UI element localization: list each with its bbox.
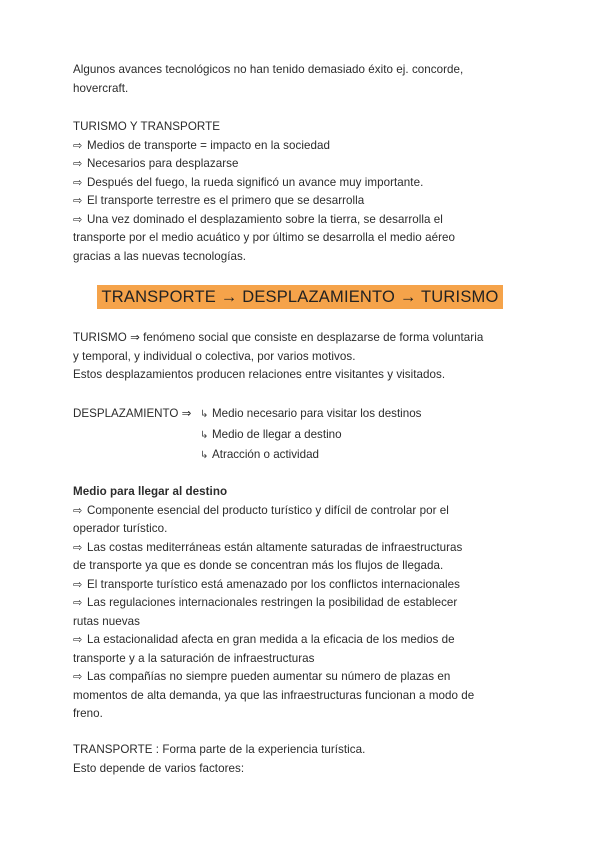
definition-line-2: y temporal, y individual o colectiva, por varios motivos. (73, 349, 356, 363)
bullet-line: operador turístico. (73, 522, 168, 535)
arrow-right-icon: ⇨ (73, 194, 83, 207)
bullet-line: rutas nuevas (73, 614, 140, 628)
desplazamiento-item: ↳ Medio necesario para visitar los destinos (200, 404, 421, 425)
definition-line-3: Estos desplazamientos producen relaciones entre visitantes y visitados. (73, 368, 446, 381)
arrow-right-icon: ⇨ (73, 212, 83, 226)
bullet-line: ⇨ El transporte turístico está amenazado por los conflictos internacionales (73, 576, 533, 595)
transporte-line-1 (73, 741, 533, 760)
arrow-right-icon: ⇨ (73, 157, 83, 170)
intro-line-1: Algunos avances tecnológicos no han tenido demasiado éxito ej. concorde, (73, 63, 464, 76)
bullet-line: ⇨ El transporte terrestre es el primero que se desarrolla (73, 192, 533, 211)
bullet-item (73, 576, 533, 595)
arrow-right-icon: ⇨ (73, 175, 83, 189)
bullet-item (73, 539, 533, 576)
section-heading: Medio para llegar al destino (73, 485, 228, 498)
bullet-line: gracias a las nuevas tecnologías. (73, 249, 247, 263)
section-heading: TURISMO Y TRANSPORTE (73, 120, 221, 133)
arrow-right-icon: ⇨ (73, 633, 83, 646)
turismo-transporte-section (73, 118, 533, 266)
highlight-banner-text: TRANSPORTE → DESPLAZAMIENTO → TURISMO (97, 285, 502, 309)
bullet-item (73, 631, 533, 668)
bullet-line: transporte y a la saturación de infraestructuras (73, 651, 315, 665)
bullet-item (73, 502, 533, 539)
desplazamiento-list (200, 404, 421, 466)
hook-arrow-icon: ↳ (200, 409, 209, 420)
arrow-right-icon: ⇨ (73, 577, 83, 591)
intro-line-2: hovercraft. (73, 81, 129, 95)
bullet-line: freno. (73, 707, 103, 720)
bullet-item (73, 594, 533, 631)
bullet-line: de transporte ya que es donde se concentran más los flujos de llegada. (73, 559, 444, 572)
bullet-line: ⇨ Necesarios para desplazarse (73, 155, 533, 174)
bullet-line: ⇨ Componente esencial del producto turístico y difícil de controlar por el (73, 502, 533, 521)
transporte-section (73, 741, 533, 778)
bullet-line: ⇨ Una vez dominado el desplazamiento sobre la tierra, se desarrolla el (73, 211, 533, 230)
bullet-line: ⇨ La estacionalidad afecta en gran medida a la eficacia de los medios de (73, 631, 533, 650)
bullet-item (73, 137, 533, 156)
arrow-right-icon: ⇨ (73, 138, 83, 152)
bullet-line: momentos de alta demanda, ya que las infraestructuras funcionan a modo de (73, 688, 475, 702)
transporte-label: TRANSPORTE (73, 743, 153, 756)
intro-paragraph (73, 61, 533, 98)
arrow-right-icon: ⇨ (73, 596, 83, 609)
arrow-right-icon: ⇨ (73, 670, 83, 683)
transporte-line-2: Esto depende de varios factores: (73, 761, 245, 775)
bullet-line: ⇨ Después del fuego, la rueda significó un avance muy importante. (73, 174, 533, 193)
bullet-line: ⇨ Las regulaciones internacionales restringen la posibilidad de establecer (73, 594, 533, 613)
desplazamiento-label: DESPLAZAMIENTO ⇒ (73, 407, 192, 420)
medio-llegar-section (73, 483, 533, 724)
bullet-item (73, 174, 533, 193)
arrow-right-icon: ⇨ (73, 503, 83, 517)
desplazamiento-item: ↳ Medio de llegar a destino (200, 425, 421, 446)
bullet-item (73, 211, 533, 267)
turismo-definition (73, 329, 533, 385)
highlight-banner (0, 285, 600, 309)
arrow-right-icon: ⇨ (73, 540, 83, 554)
bullet-list (73, 502, 533, 724)
definition-line-1: TURISMO ⇒ fenómeno social que consiste en desplazarse de forma voluntaria (73, 331, 484, 344)
bullet-list (73, 137, 533, 267)
bullet-item (73, 155, 533, 174)
bullet-item (73, 668, 533, 724)
desplazamiento-item: ↳ Atracción o actividad (200, 445, 421, 466)
bullet-item (73, 192, 533, 211)
bullet-line: ⇨ Las compañías no siempre pueden aumentar su número de plazas en (73, 668, 533, 687)
hook-arrow-icon: ↳ (200, 450, 209, 461)
transporte-line-1-rest: : Forma parte de la experiencia turística. (152, 743, 366, 756)
bullet-line: transporte por el medio acuático y por último se desarrolla el medio aéreo (73, 231, 455, 244)
bullet-line: ⇨ Medios de transporte = impacto en la sociedad (73, 137, 533, 156)
bullet-line: ⇨ Las costas mediterráneas están altamente saturadas de infraestructuras (73, 539, 533, 558)
hook-arrow-icon: ↳ (200, 429, 209, 441)
